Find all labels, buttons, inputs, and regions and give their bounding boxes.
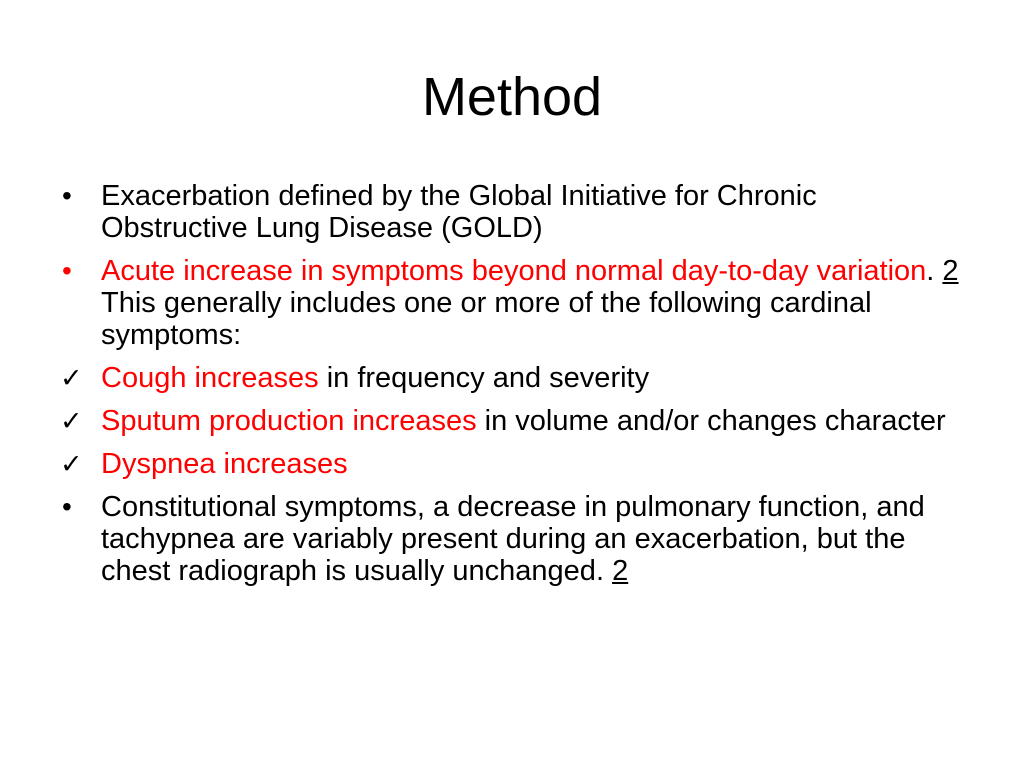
- bullet-text: Exacerbation defined by the Global Initiative for Chronic Obstructive Lung Disease (GOLD): [101, 180, 817, 244]
- check-cough: [60, 362, 960, 394]
- bullet-text: This generally includes one or more of the following cardinal symptoms:: [101, 287, 872, 351]
- check-sputum: [60, 405, 960, 437]
- check-dyspnea: [60, 448, 960, 480]
- reference-link[interactable]: 2: [942, 255, 959, 287]
- bullet-text: Constitutional symptoms, a decrease in pulmonary function, and tachypnea are variably present during an exacerbation, but the chest radiograph is usually unchanged.: [101, 491, 925, 587]
- bullet-constitutional: [60, 491, 960, 587]
- bullet-acute-increase: [60, 255, 960, 351]
- check-icon: ✓: [60, 449, 83, 479]
- slide-title: Method: [421, 67, 603, 127]
- bullet-list: [60, 180, 960, 598]
- bullet-emphasis-text: Acute increase in symptoms beyond normal day-to-day variation: [101, 255, 927, 287]
- bullet-dot-icon: •: [62, 255, 72, 286]
- bullet-emphasis-text: Cough increases: [101, 362, 319, 394]
- bullet-period: .: [926, 255, 935, 287]
- check-icon: ✓: [60, 363, 83, 393]
- bullet-dot-icon: •: [62, 180, 72, 211]
- reference-link[interactable]: 2: [612, 555, 629, 587]
- bullet-emphasis-text: Sputum production increases: [101, 405, 477, 437]
- bullet-gold-definition: [60, 180, 960, 244]
- bullet-text: in volume and/or changes character: [476, 405, 946, 437]
- bullet-dot-icon: •: [62, 491, 72, 522]
- bullet-text: in frequency and severity: [318, 362, 650, 394]
- bullet-emphasis-text: Dyspnea increases: [101, 448, 348, 480]
- check-icon: ✓: [60, 406, 83, 436]
